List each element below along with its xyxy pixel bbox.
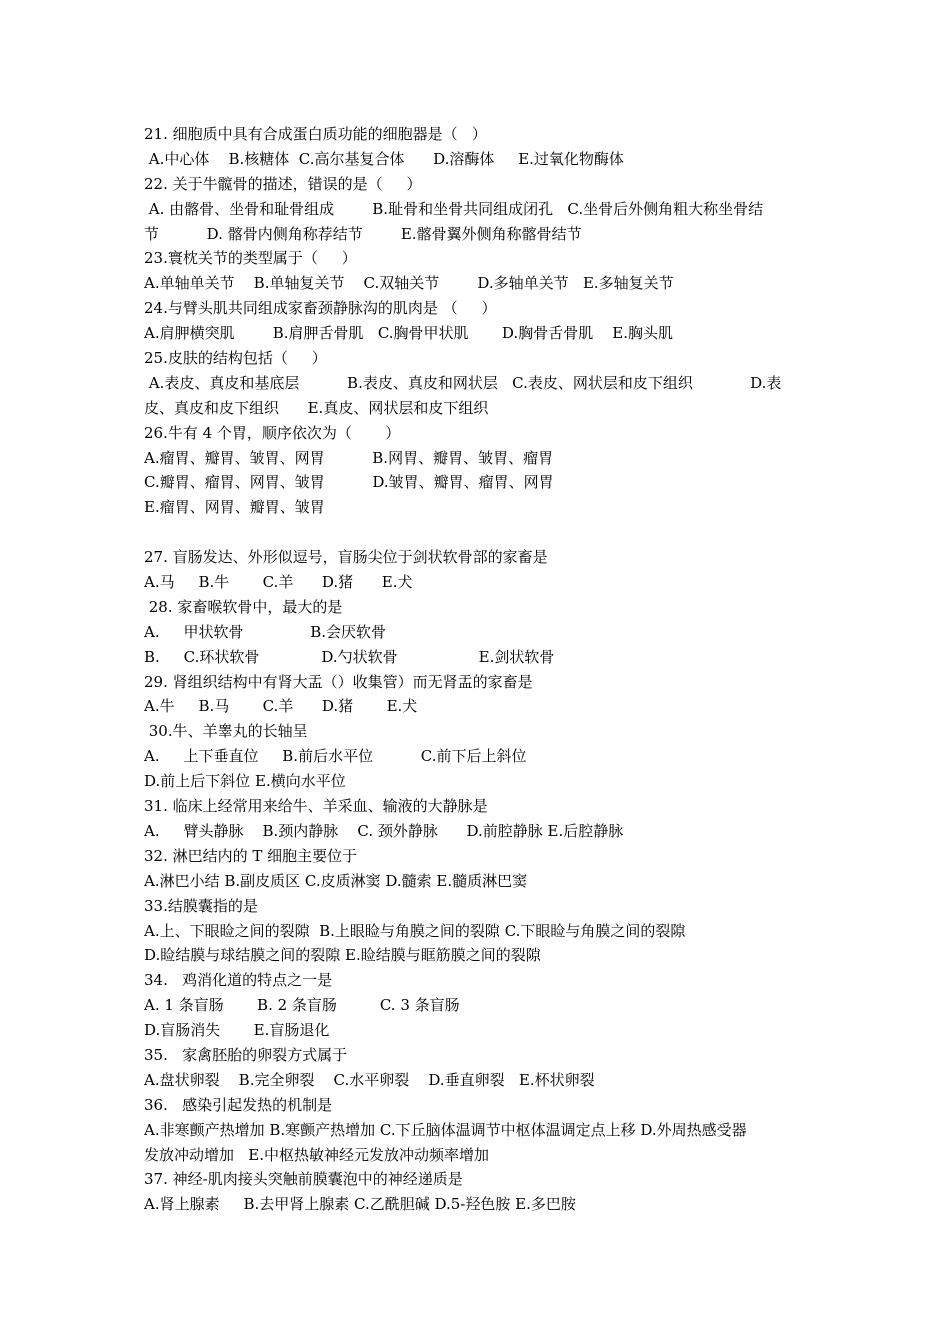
text-line: A.淋巴小结 B.副皮质区 C.皮质淋窦 D.髓索 E.髓质淋巴窦 [144, 871, 528, 890]
text-line: A. 由髂骨、坐骨和耻骨组成 B.耻骨和坐骨共同组成闭孔 C.坐骨后外侧角粗大称坐骨结 [144, 199, 764, 218]
text-line: A. 甲状软骨 B.会厌软骨 [144, 622, 386, 641]
text-line: 37. 神经-肌肉接头突触前膜囊泡中的神经递质是 [144, 1170, 463, 1189]
text-line: D.睑结膜与球结膜之间的裂隙 E.睑结膜与眶筋膜之间的裂隙 [144, 946, 541, 965]
text-line: C.瓣胃、瘤胃、网胃、皱胃 D.皱胃、瓣胃、瘤胃、网胃 [144, 473, 554, 492]
text-line: 23.寰枕关节的类型属于（ ） [144, 249, 357, 268]
text-line: 29. 肾组织结构中有肾大盂（）收集管）而无肾盂的家畜是 [144, 672, 533, 691]
text-line: A.表皮、真皮和基底层 B.表皮、真皮和网状层 C.表皮、网状层和皮下组织 D.表 [144, 373, 782, 392]
text-line: A.中心体 B.核糖体 C.高尔基复合体 D.溶酶体 E.过氧化物酶体 [144, 149, 624, 168]
document-page [144, 122, 814, 1217]
text-line: A.马 B.牛 C.羊 D.猪 E.犬 [144, 573, 413, 592]
text-line: 35. 家禽胚胎的卵裂方式属于 [144, 1045, 348, 1064]
text-line: A.上、下眼睑之间的裂隙 B.上眼睑与角膜之间的裂隙 C.下眼睑与角膜之间的裂隙 [144, 921, 686, 940]
text-line: 25.皮肤的结构包括（ ） [144, 349, 327, 368]
text-line: B. C.环状软骨 D.勺状软骨 E.剑状软骨 [144, 647, 555, 666]
text-line: D.前上后下斜位 E.横向水平位 [144, 772, 346, 791]
text-line: A.牛 B.马 C.羊 D.猪 E.犬 [144, 697, 418, 716]
text-line: A.瘤胃、瓣胃、皱胃、网胃 B.网胃、瓣胃、皱胃、瘤胃 [144, 448, 554, 467]
text-line: 31. 临床上经常用来给牛、羊采血、输液的大静脉是 [144, 797, 488, 816]
text-line: A.肩胛横突肌 B.肩胛舌骨肌 C.胸骨甲状肌 D.胸骨舌骨肌 E.胸头肌 [144, 324, 673, 343]
text-line: 22. 关于牛髋骨的描述，错误的是（ ） [144, 174, 422, 193]
text-line: E.瘤胃、网胃、瓣胃、皱胃 [144, 498, 325, 517]
text-line: 21. 细胞质中具有合成蛋白质功能的细胞器是（ ） [144, 125, 487, 143]
text-line: 32. 淋巴结内的 T 细胞主要位于 [144, 846, 358, 865]
text-line: A.肾上腺素 B.去甲肾上腺素 C.乙酰胆碱 D.5-羟色胺 E.多巴胺 [144, 1195, 576, 1214]
text-line: A.盘状卵裂 B.完全卵裂 C.水平卵裂 D.垂直卵裂 E.杯状卵裂 [144, 1070, 595, 1089]
text-line: 36. 感染引起发热的机制是 [144, 1095, 333, 1114]
text-line: A. 臂头静脉 B.颈内静脉 C. 颈外静脉 D.前腔静脉 E.后腔静脉 [144, 821, 624, 840]
text-line: 发放冲动增加 E.中枢热敏神经元发放冲动频率增加 [144, 1145, 490, 1164]
blank-line [144, 520, 814, 545]
text-line: 26.牛有 4 个胃，顺序依次为（ ） [144, 423, 401, 442]
text-line: 33.结膜囊指的是 [144, 896, 258, 915]
text-line: A.单轴单关节 B.单轴复关节 C.双轴关节 D.多轴单关节 E.多轴复关节 [144, 274, 674, 293]
text-line: D.盲肠消失 E.盲肠退化 [144, 1021, 330, 1040]
text-line: 27. 盲肠发达、外形似逗号，盲肠尖位于剑状软骨部的家畜是 [144, 548, 548, 567]
text-line: 皮、真皮和皮下组织 E.真皮、网状层和皮下组织 [144, 398, 489, 417]
text-line: A. 1 条盲肠 B. 2 条盲肠 C. 3 条盲肠 [144, 996, 460, 1015]
text-line: 28. 家畜喉软骨中，最大的是 [144, 597, 343, 616]
text-line: 节 D. 髂骨内侧角称荐结节 E.髂骨翼外侧角称髂骨结节 [144, 224, 582, 243]
text-line: 30.牛、羊睾丸的长轴呈 [144, 722, 308, 741]
text-line: 24.与臂头肌共同组成家畜颈静脉沟的肌肉是 （ ） [144, 299, 497, 318]
text-line: A.非寒颤产热增加 B.寒颤产热增加 C.下丘脑体温调节中枢体温调定点上移 D.外周热感受器 [144, 1120, 747, 1139]
text-line: 34. 鸡消化道的特点之一是 [144, 971, 333, 990]
text-line: A. 上下垂直位 B.前后水平位 C.前下后上斜位 [144, 747, 527, 766]
